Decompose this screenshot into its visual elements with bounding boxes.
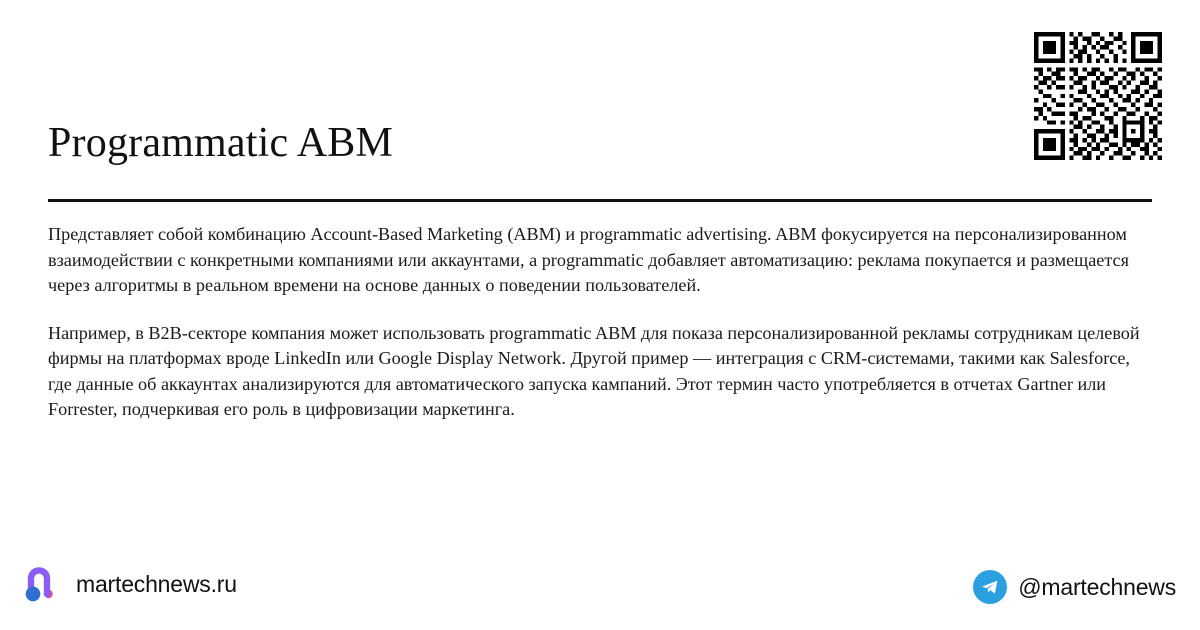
logo-svg — [24, 564, 64, 604]
footer-brand[interactable] — [24, 564, 237, 604]
paragraph-1: Представляет собой комбинацию Account-Based Marketing (ABM) и programmatic advertising. ABM фокусируется на персонализированном взаимодействии с конкретными компаниями или аккаунтами, а programmatic добавляет автоматизацию: реклама покупается и размещается через алгоритмы в реальном времени на основе данных о поведении пользователей. — [48, 224, 1129, 295]
martechnews-logo-icon — [24, 564, 64, 604]
title-divider — [48, 199, 1152, 202]
page-title: Programmatic ABM — [48, 120, 394, 167]
qr-code-icon[interactable] — [1034, 32, 1162, 160]
qr-code-svg — [1034, 32, 1162, 160]
telegram-icon[interactable] — [973, 570, 1007, 604]
site-name-label: martechnews.ru — [76, 570, 237, 597]
telegram-handle-label: @martechnews — [1018, 573, 1176, 600]
article-body — [48, 222, 1152, 423]
footer-telegram[interactable] — [973, 570, 1176, 604]
telegram-glyph — [979, 576, 1001, 598]
paragraph-2: Например, в B2B-секторе компания может использовать programmatic ABM для показа персонализированной рекламы сотрудникам целевой фирмы на платформах вроде LinkedIn или Google Display Network. Другой пример — интеграция с CRM-системами, такими как Salesforce, где данные об аккаунтах анализируются для автоматического запуска кампаний. Этот термин часто употребляется в отчетах Gartner или Forrester, подчеркивая его роль в цифровизации маркетинга. — [48, 322, 1140, 419]
